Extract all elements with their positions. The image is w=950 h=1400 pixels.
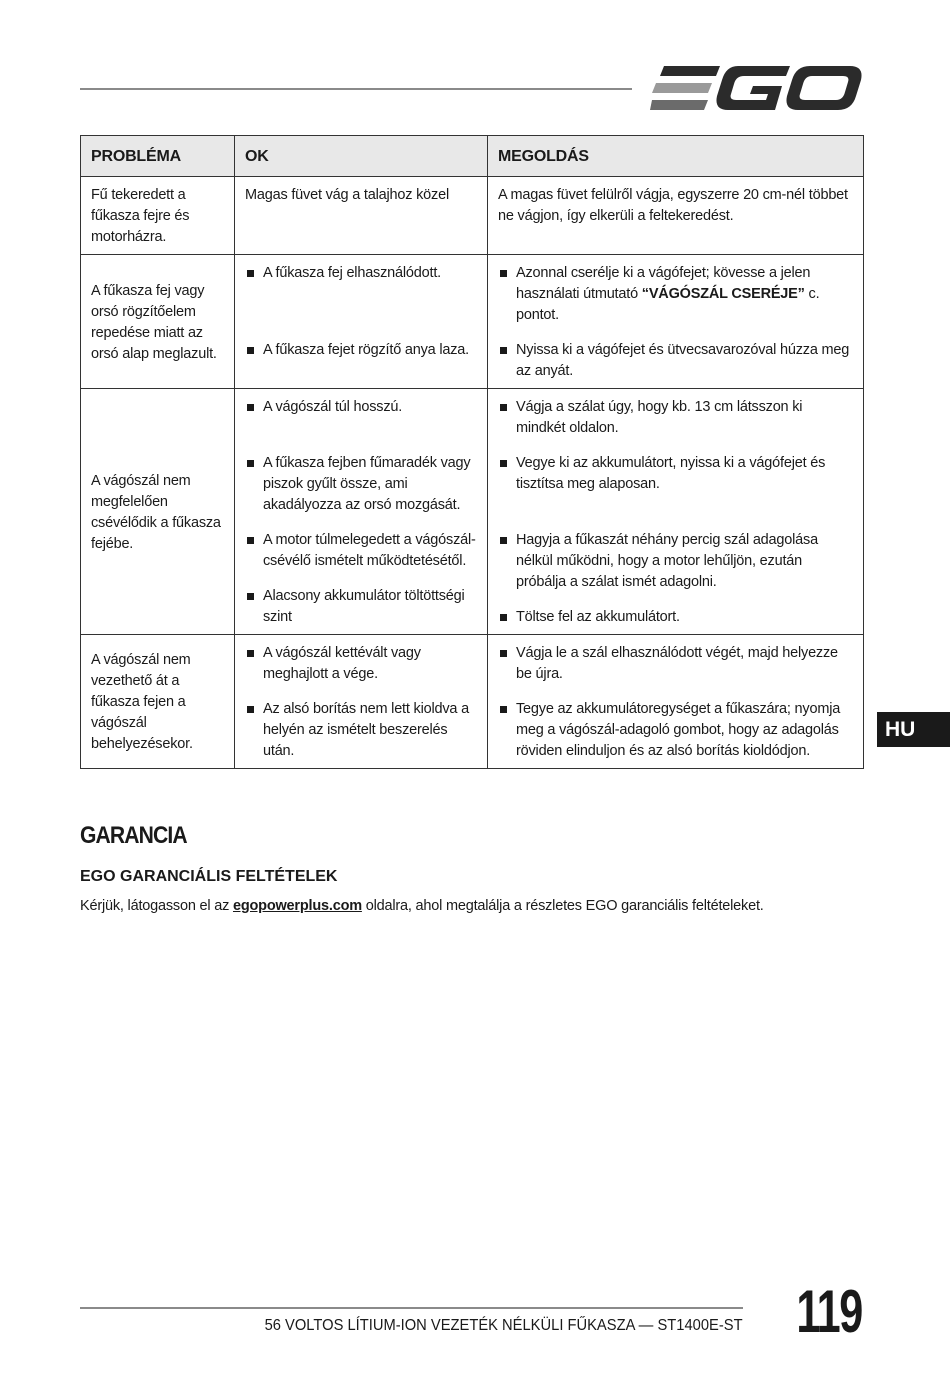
header-rule bbox=[80, 88, 632, 90]
cause-item: A fűkasza fejet rögzítő anya laza. bbox=[245, 340, 477, 361]
table-header-row bbox=[81, 136, 864, 177]
website-link[interactable]: egopowerplus.com bbox=[232, 898, 362, 914]
solution-item: Hagyja a fűkaszát néhány percig szál adagolása nélkül működni, hogy a motor lehűljön, ezután próbálja a szálat ismét adagolni. bbox=[498, 530, 853, 593]
table-row bbox=[81, 389, 864, 635]
cause-item: Az alsó borítás nem lett kioldva a helyén az ismételt beszerelés után. bbox=[245, 699, 477, 762]
paragraph-text: Kérjük, látogasson el az bbox=[80, 898, 233, 914]
table-row bbox=[81, 635, 864, 769]
problem-cell: A vágószál nem vezethető át a fűkasza fejen a vágószál behelyezésekor. bbox=[81, 635, 235, 769]
solution-item: Vágja le a szál elhasználódott végét, majd helyezze be újra. bbox=[498, 643, 853, 685]
solution-text: c. pontot. bbox=[516, 286, 820, 323]
solution-item: Vágja a szálat úgy, hogy kb. 13 cm látsszon ki mindkét oldalon. bbox=[498, 397, 853, 439]
cause-cell: Magas füvet vág a talajhoz közel bbox=[235, 177, 488, 255]
cause-cell bbox=[235, 635, 488, 769]
table-row bbox=[81, 177, 864, 255]
header-solution: MEGOLDÁS bbox=[488, 136, 864, 177]
paragraph-text: oldalra, ahol megtalálja a részletes EGO garanciális feltételeket. bbox=[361, 898, 764, 914]
cause-cell bbox=[235, 389, 488, 635]
cause-item: A motor túlmelegedett a vágószál-csévélő ismételt működtetésétől. bbox=[245, 530, 477, 572]
solution-text: Azonnal cserélje ki a vágófejet; kövesse a jelen használati útmutató bbox=[516, 265, 811, 302]
problem-cell: Fű tekeredett a fűkasza fejre és motorházra. bbox=[81, 177, 235, 255]
header-cause: OK bbox=[235, 136, 488, 177]
solution-cell bbox=[488, 635, 864, 769]
solution-item bbox=[498, 263, 853, 326]
cause-item: A vágószál kettévált vagy meghajlott a vége. bbox=[245, 643, 477, 685]
solution-item: Tegye az akkumulátoregységet a fűkaszára; nyomja meg a vágószál-adagoló gombot, hogy az adagolás röviden elinduljon és az alsó borítás kioldódjon. bbox=[498, 699, 853, 762]
problem-cell: A vágószál nem megfelelően csévélődik a fűkasza fejébe. bbox=[81, 389, 235, 635]
solution-item: Nyissa ki a vágófejet és ütvecsavarozóval húzza meg az anyát. bbox=[498, 340, 853, 382]
cause-item: Alacsony akkumulátor töltöttségi szint bbox=[245, 586, 477, 628]
solution-cell bbox=[488, 255, 864, 389]
solution-item: Vegye ki az akkumulátort, nyissa ki a vágófejet és tisztítsa meg alaposan. bbox=[498, 453, 853, 495]
header-problem: PROBLÉMA bbox=[81, 136, 235, 177]
section-reference: “VÁGÓSZÁL CSERÉJE” bbox=[641, 286, 805, 302]
cause-cell bbox=[235, 255, 488, 389]
section-title: GARANCIA bbox=[80, 822, 187, 849]
warranty-paragraph bbox=[80, 898, 764, 914]
cause-item: A fűkasza fej elhasználódott. bbox=[245, 263, 477, 284]
cause-item: A fűkasza fejben fűmaradék vagy piszok gyűlt össze, ami akadályozza az orsó mozgását. bbox=[245, 453, 477, 516]
solution-cell bbox=[488, 389, 864, 635]
solution-cell: A magas füvet felülről vágja, egyszerre 20 cm-nél többet ne vágjon, így elkerüli a feltekeredést. bbox=[488, 177, 864, 255]
footer-product-title: 56 VOLTOS LÍTIUM-ION VEZETÉK NÉLKÜLI FŰKASZA — ST1400E-ST bbox=[265, 1317, 743, 1334]
section-subtitle: EGO GARANCIÁLIS FELTÉTELEK bbox=[80, 868, 338, 885]
language-tab: HU bbox=[877, 712, 950, 747]
ego-logo bbox=[650, 64, 862, 112]
table-row bbox=[81, 255, 864, 389]
page-number: 119 bbox=[796, 1278, 862, 1345]
problem-cell: A fűkasza fej vagy orsó rögzítőelem repedése miatt az orsó alap meglazult. bbox=[81, 255, 235, 389]
cause-item: A vágószál túl hosszú. bbox=[245, 397, 477, 418]
solution-item: Töltse fel az akkumulátort. bbox=[498, 607, 853, 628]
footer-rule bbox=[80, 1307, 743, 1309]
troubleshooting-table bbox=[80, 135, 864, 769]
